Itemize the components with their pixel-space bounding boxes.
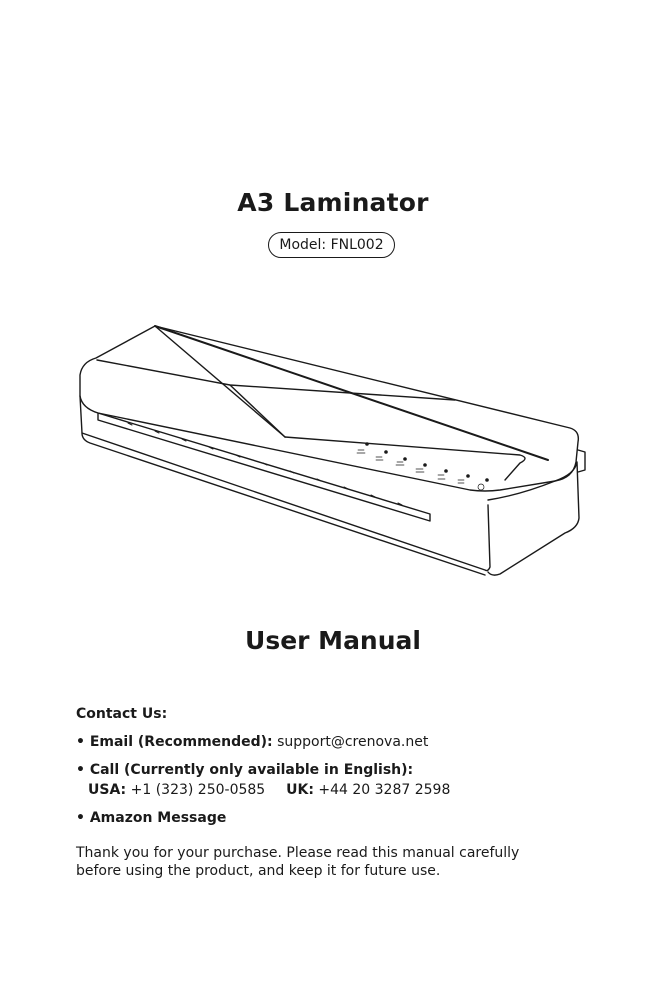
laminator-illustration (70, 310, 600, 600)
thank-you-note (76, 844, 596, 880)
diagonal-stripe-3 (230, 385, 285, 437)
phone-numbers (76, 780, 616, 800)
usa-phone[interactable]: +1 (323) 250-0585 (130, 782, 266, 798)
led-dot (384, 450, 388, 454)
power-icon (478, 484, 484, 490)
manual-subtitle: User Manual (245, 626, 421, 655)
contact-section (76, 704, 616, 836)
email-value[interactable]: support@crenova.net (277, 734, 429, 750)
call-row (76, 760, 616, 780)
amazon-label: • Amazon Message (76, 810, 227, 826)
email-label: • Email (Recommended): (76, 734, 273, 750)
thanks-line-1: Thank you for your purchase. Please read this manual carefully (76, 845, 520, 861)
document-title: A3 Laminator (237, 188, 429, 217)
usa-label: USA: (88, 782, 127, 798)
diagonal-stripe-2 (97, 360, 455, 400)
call-label: • Call (Currently only available in English): (76, 762, 414, 778)
uk-phone[interactable]: +44 20 3287 2598 (318, 782, 451, 798)
led-dot (403, 457, 407, 461)
amazon-row (76, 808, 616, 828)
top-surface (80, 326, 578, 491)
contact-heading: Contact Us: (76, 706, 168, 722)
thanks-line-2: before using the product, and keep it for future use. (76, 863, 441, 879)
led-dot (485, 478, 489, 482)
end-cap (488, 462, 579, 575)
led-dot (466, 474, 470, 478)
led-dot (423, 463, 427, 467)
uk-label: UK: (286, 782, 314, 798)
led-dot (444, 469, 448, 473)
email-row (76, 732, 616, 752)
feed-slot (98, 413, 430, 521)
diagonal-stripe-4 (155, 326, 548, 460)
led-dot (365, 442, 369, 446)
model-badge: Model: FNL002 (268, 232, 395, 258)
